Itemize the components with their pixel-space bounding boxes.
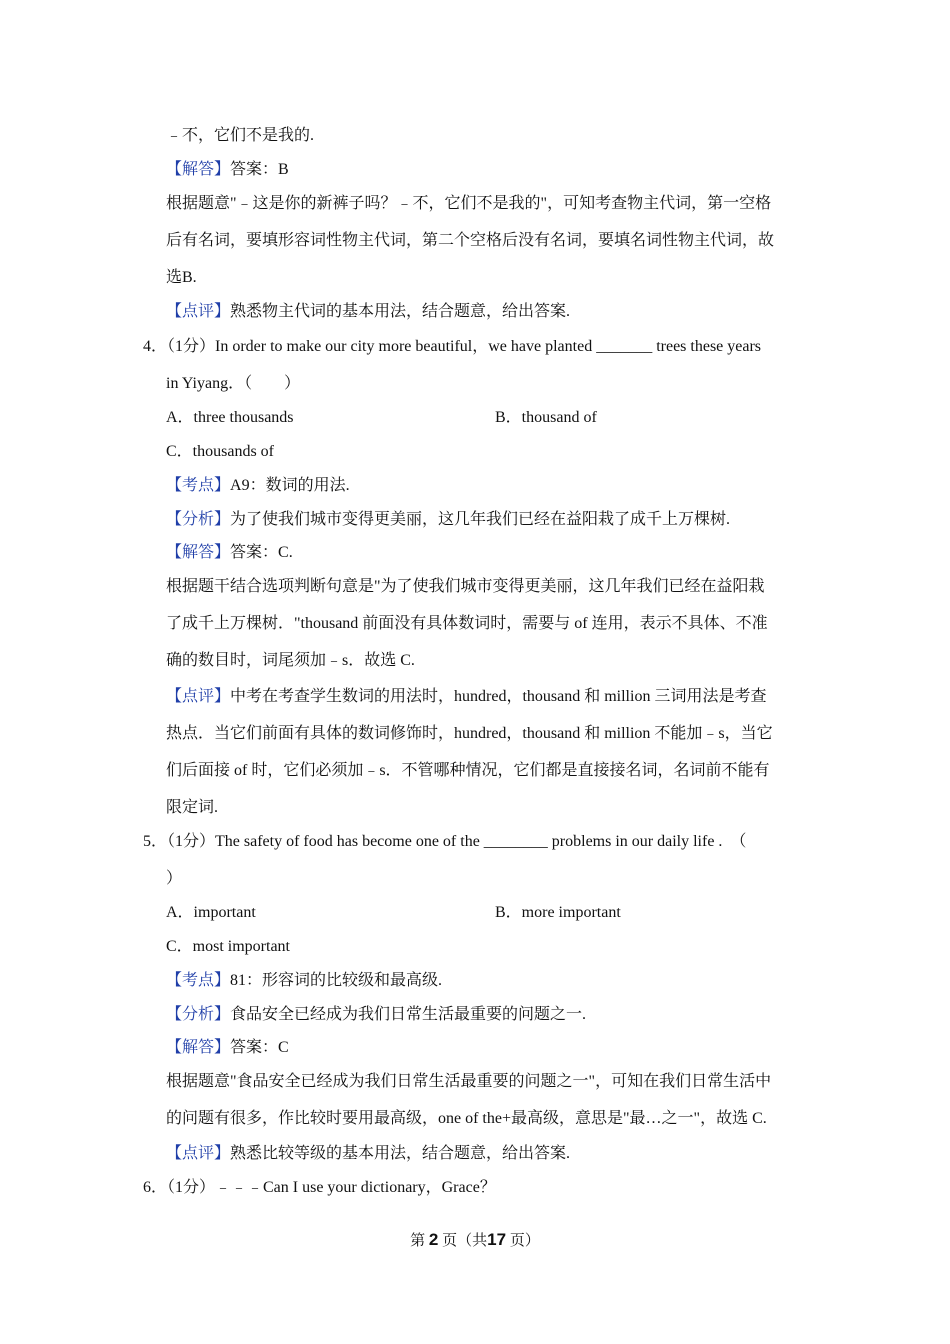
comment-text: 中考在考查学生数词的用法时，hundred，thousand 和 million 三词用法是考查 [230,688,767,705]
kaodian-tag: 【考点】 [166,972,231,989]
comment-text: 熟悉物主代词的基本用法，结合题意，给出答案. [230,303,571,320]
kaodian-row [166,476,350,496]
option-b: B．more important [495,904,621,921]
total-pages: 17 [487,1230,507,1249]
explain-line: 的问题有很多，作比较时要用最高级，one of the+最高级，意思是"最…之一"，故选 C. [166,1110,767,1127]
comment-row [166,687,766,707]
comment-text: 熟悉比较等级的基本用法，结合题意，给出答案. [230,1145,571,1162]
kaodian-text: A9：数词的用法. [230,477,350,494]
option-c: C．thousands of [166,443,275,460]
fenxi-tag: 【分析】 [166,511,231,528]
page-footer [0,1230,950,1251]
explain-line: 根据题意"食品安全已经成为我们日常生活最重要的问题之一"，可知在我们日常生活中 [166,1073,772,1090]
answer-text: 答案：C. [230,544,293,561]
option-a: A．three thousands [166,409,294,426]
answer-text: 答案：C [230,1039,289,1056]
comment-line: 们后面接 of 时，它们必须加﹣s．不管哪种情况，它们都是直接接名词，名词前不能有 [166,762,770,779]
footer-post: 页） [509,1233,540,1249]
explain-line: 根据题干结合选项判断句意是"为了使我们城市变得更美丽，这几年我们已经在益阳栽 [166,578,765,595]
comment-row [166,302,570,322]
fenxi-text: 为了使我们城市变得更美丽，这几年我们已经在益阳栽了成千上万棵树. [230,511,731,528]
fenxi-tag: 【分析】 [166,1006,231,1023]
question-6-stem: 6．（1分）﹣﹣﹣Can I use your dictionary，Grace？ [143,1179,496,1196]
kaodian-text: 81：形容词的比较级和最高级. [230,972,443,989]
answer-tag: 【解答】 [166,1039,231,1056]
prev-answer-line: ﹣不，它们不是我的. [166,127,315,144]
option-a: A．important [166,904,256,921]
comment-tag: 【点评】 [166,1145,231,1162]
explain-line: 后有名词，要填形容词性物主代词，第二个空格后没有名词，要填名词性物主代词，故 [166,232,775,249]
explain-line: 根据题意"﹣这是你的新裤子吗？﹣不，它们不是我的"，可知考查物主代词，第一空格 [166,195,772,212]
comment-line: 热点．当它们前面有具体的数词修饰时，hundred，thousand 和 million 不能加﹣s，当它 [166,725,773,742]
answer-row [166,1038,289,1058]
kaodian-row [166,971,442,991]
answer-text: 答案：B [230,161,289,178]
comment-line: 限定词. [166,799,219,816]
answer-tag: 【解答】 [166,544,231,561]
fenxi-text: 食品安全已经成为我们日常生活最重要的问题之一. [230,1006,587,1023]
footer-pre: 第 [410,1233,426,1249]
fenxi-row [166,1005,586,1025]
option-b: B．thousand of [495,409,597,426]
option-c: C．most important [166,938,291,955]
question-4-stem-cont: in Yiyang．（ ） [166,375,301,392]
comment-row [166,1144,570,1164]
question-4-stem: 4．（1分）In order to make our city more beautiful，we have planted _______ trees these years [143,338,762,355]
page-number: 2 [428,1230,439,1249]
kaodian-tag: 【考点】 [166,477,231,494]
question-5-stem: 5．（1分）The safety of food has become one of the ________ problems in our daily life . （ [143,833,747,850]
comment-tag: 【点评】 [166,303,231,320]
prev-answer-row [166,160,289,180]
footer-mid: 页（共 [442,1233,488,1249]
answer-tag: 【解答】 [166,161,231,178]
fenxi-row [166,510,730,530]
question-5-stem-cont: ） [166,870,183,887]
explain-line: 选B. [166,269,197,286]
explain-line: 确的数目时，词尾须加﹣s．故选 C. [166,652,415,669]
answer-row [166,543,293,563]
comment-tag: 【点评】 [166,688,231,705]
explain-line: 了成千上万棵树．"thousand 前面没有具体数词时，需要与 of 连用，表示不具体、不准 [166,615,768,632]
